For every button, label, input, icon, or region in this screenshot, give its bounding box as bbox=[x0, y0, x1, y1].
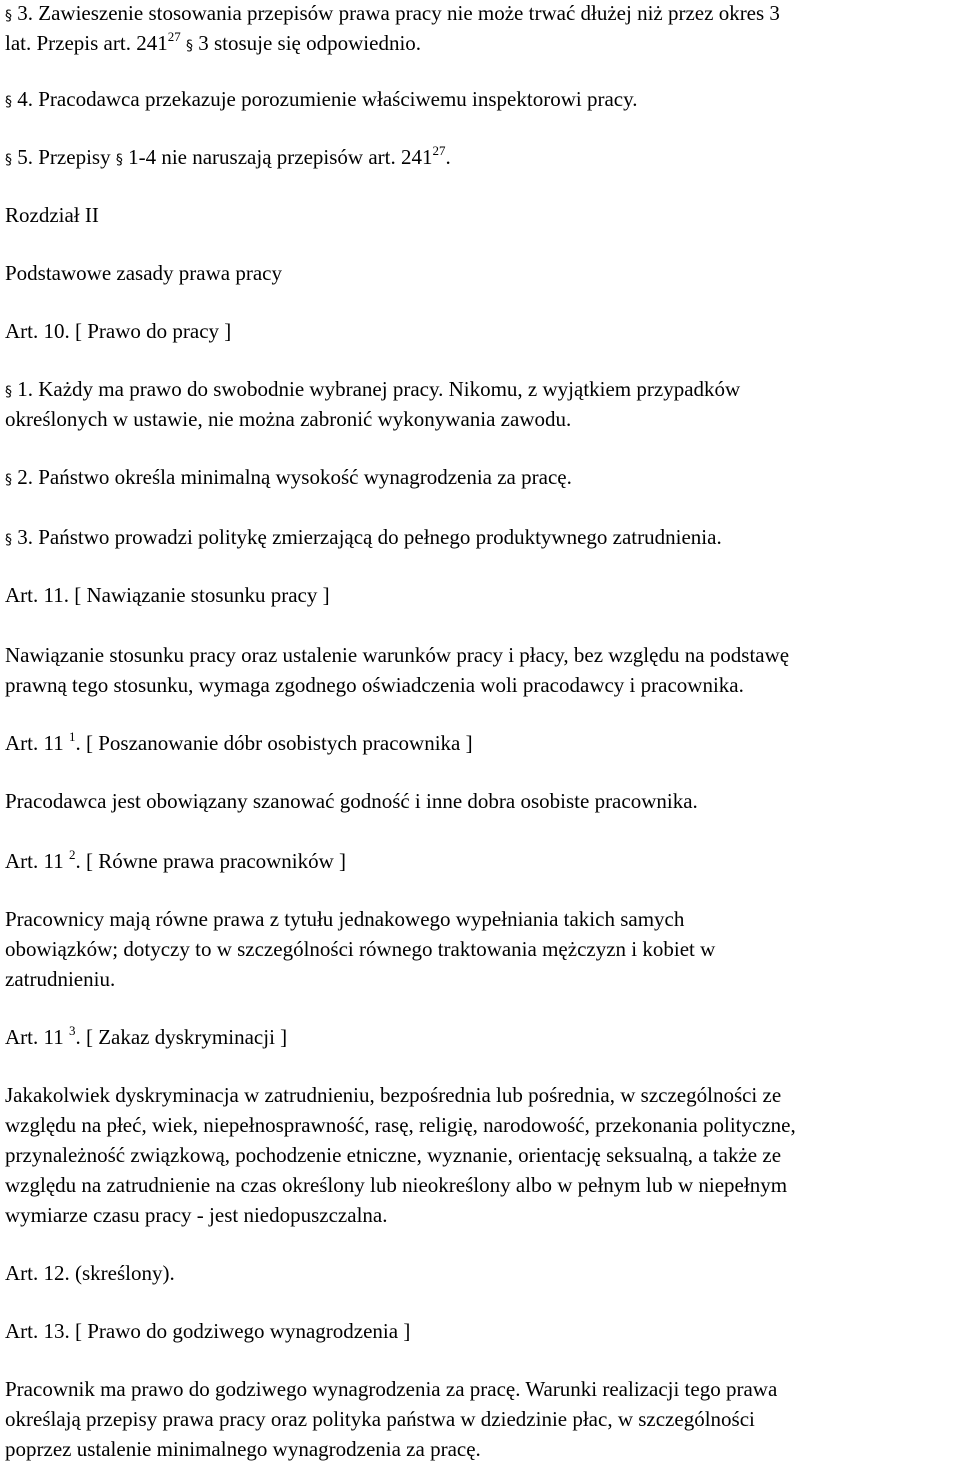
art-11-1-line-1: Pracodawca jest obowiązany szanować godność i inne dobra osobiste pracownika. bbox=[5, 789, 698, 813]
art-11-2-line-2: obowiązków; dotyczy to w szczególności równego traktowania mężczyzn i kobiet w bbox=[5, 937, 716, 961]
art-11-3-line-1: Jakakolwiek dyskryminacja w zatrudnieniu, bezpośrednia lub pośrednia, w szczególności ze bbox=[5, 1083, 782, 1107]
article-title: . [ Poszanowanie dóbr osobistych pracownika ] bbox=[75, 731, 473, 755]
superscript: 27 bbox=[167, 29, 181, 44]
art-11-3-heading bbox=[5, 1024, 287, 1050]
paragraph-3-line-1 bbox=[5, 0, 780, 29]
superscript: 27 bbox=[432, 143, 446, 158]
chapter-title: Rozdział II bbox=[5, 203, 99, 227]
paragraph-5-text: 5. Przepisy bbox=[17, 145, 111, 169]
art-11-heading: Art. 11. [ Nawiązanie stosunku pracy ] bbox=[5, 583, 330, 607]
art-10-heading: Art. 10. [ Prawo do pracy ] bbox=[5, 319, 232, 343]
art-12-heading: Art. 12. (skreślony). bbox=[5, 1261, 175, 1285]
superscript: 2 bbox=[68, 847, 76, 862]
art-11-3-line-3: przynależność związkową, pochodzenie etniczne, wyznanie, orientację seksualną, a także ze bbox=[5, 1143, 782, 1167]
paragraph-4-text: 4. Pracodawca przekazuje porozumienie właściwemu inspektorowi pracy. bbox=[17, 87, 638, 111]
paragraph-5 bbox=[5, 144, 451, 173]
art-10-paragraph-3 bbox=[5, 524, 722, 553]
art-11-2-line-1: Pracownicy mają równe prawa z tytułu jednakowego wypełniania takich samych bbox=[5, 907, 685, 931]
article-number: Art. 11 bbox=[5, 1025, 64, 1049]
art-13-line-1: Pracownik ma prawo do godziwego wynagrodzenia za pracę. Warunki realizacji tego prawa bbox=[5, 1377, 778, 1401]
art-10-paragraph-1-line-1 bbox=[5, 376, 740, 405]
article-number: Art. 11 bbox=[5, 849, 64, 873]
art-11-2-line-3: zatrudnieniu. bbox=[5, 967, 116, 991]
art-11-1-heading bbox=[5, 730, 473, 756]
art-10-paragraph-1-line-2: określonych w ustawie, nie można zabronić wykonywania zawodu. bbox=[5, 407, 572, 431]
section-sign: § bbox=[5, 384, 12, 400]
paragraph-3-line-2 bbox=[5, 30, 421, 59]
paragraph-3-text: 3. Zawieszenie stosowania przepisów prawa pracy nie może trwać dłużej niż przez okres 3 bbox=[17, 1, 780, 25]
chapter-subtitle: Podstawowe zasady prawa pracy bbox=[5, 261, 282, 285]
art-11-3-line-5: wymiarze czasu pracy - jest niedopuszczalna. bbox=[5, 1203, 388, 1227]
paragraph-3-text-end: 3 stosuje się odpowiednio. bbox=[198, 31, 422, 55]
art-11-3-line-4: względu na zatrudnienie na czas określony lub nieokreślony albo w pełnym lub w niepełnym bbox=[5, 1173, 788, 1197]
paragraph-4 bbox=[5, 86, 637, 115]
art-13-line-2: określają przepisy prawa pracy oraz polityka państwa w dziedzinie płac, w szczególności bbox=[5, 1407, 755, 1431]
art-10-paragraph-2 bbox=[5, 464, 572, 493]
art-11-line-2: prawną tego stosunku, wymaga zgodnego oświadczenia woli pracodawcy i pracownika. bbox=[5, 673, 744, 697]
section-sign: § bbox=[185, 38, 193, 54]
superscript: 1 bbox=[68, 729, 76, 744]
art-11-2-heading bbox=[5, 848, 346, 874]
section-sign: § bbox=[5, 94, 12, 110]
section-sign: § bbox=[5, 8, 12, 24]
article-title: . [ Równe prawa pracowników ] bbox=[75, 849, 347, 873]
section-sign: § bbox=[115, 152, 123, 168]
paragraph-5-text-2: 1-4 nie naruszają przepisów art. 241 bbox=[128, 145, 433, 169]
art-10-paragraph-3-text: 3. Państwo prowadzi politykę zmierzającą do pełnego produktywnego zatrudnienia. bbox=[17, 525, 722, 549]
paragraph-3-ref: lat. Przepis art. 241 bbox=[5, 31, 168, 55]
art-13-line-3: poprzez ustalenie minimalnego wynagrodzenia za pracę. bbox=[5, 1437, 481, 1461]
art-11-3-line-2: względu na płeć, wiek, niepełnosprawność, rasę, religię, narodowość, przekonania polityczne, bbox=[5, 1113, 796, 1137]
art-10-paragraph-2-text: 2. Państwo określa minimalną wysokość wynagrodzenia za pracę. bbox=[17, 465, 572, 489]
section-sign: § bbox=[5, 152, 12, 168]
paragraph-5-period: . bbox=[445, 145, 451, 169]
article-number: Art. 11 bbox=[5, 731, 64, 755]
art-10-paragraph-1-text: 1. Każdy ma prawo do swobodnie wybranej pracy. Nikomu, z wyjątkiem przypadków bbox=[17, 377, 741, 401]
article-title: . [ Zakaz dyskryminacji ] bbox=[75, 1025, 288, 1049]
art-13-heading: Art. 13. [ Prawo do godziwego wynagrodzenia ] bbox=[5, 1319, 411, 1343]
superscript: 3 bbox=[68, 1023, 76, 1038]
section-sign: § bbox=[5, 472, 12, 488]
section-sign: § bbox=[5, 532, 12, 548]
art-11-line-1: Nawiązanie stosunku pracy oraz ustalenie warunków pracy i płacy, bez względu na podstawę bbox=[5, 643, 790, 667]
